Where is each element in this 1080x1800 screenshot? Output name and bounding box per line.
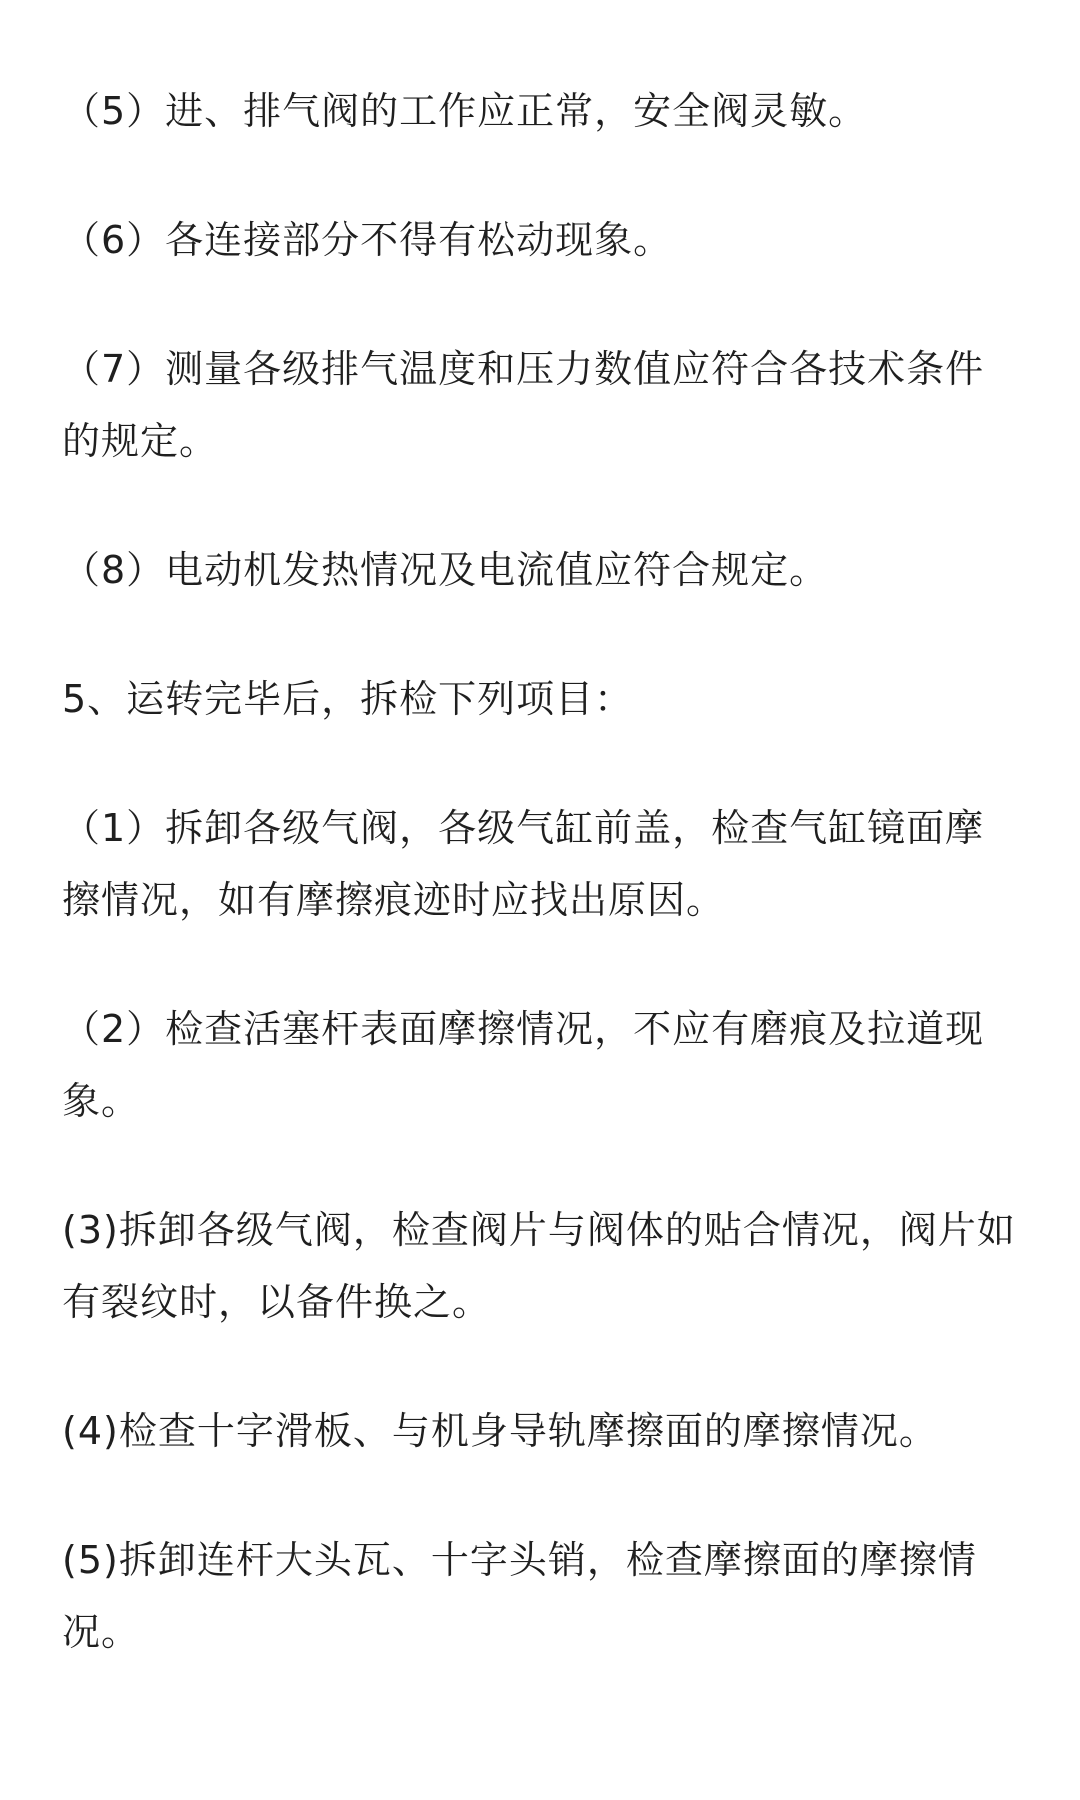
section-heading-inspection: 5、运转完毕后，拆检下列项目： bbox=[62, 677, 634, 721]
paragraph-inspect-1-cylinder: （1）拆卸各级气阀，各级气缸前盖，检查气缸镜面摩擦情况，如有摩擦痕迹时应找出原因。 bbox=[62, 806, 985, 922]
paragraph-item-7-temperature-pressure: （7）测量各级排气温度和压力数值应符合各技术条件的规定。 bbox=[62, 347, 985, 463]
paragraph-item-5-valves: （5）进、排气阀的工作应正常，安全阀灵敏。 bbox=[62, 89, 868, 133]
paragraph-inspect-5-connecting-rod: (5)拆卸连杆大头瓦、十字头销，检查摩擦面的摩擦情况。 bbox=[62, 1538, 977, 1654]
paragraph-inspect-2-piston-rod: （2）检查活塞杆表面摩擦情况，不应有磨痕及拉道现象。 bbox=[62, 1007, 985, 1123]
paragraph-item-8-motor: （8）电动机发热情况及电流值应符合规定。 bbox=[62, 548, 829, 592]
paragraph-inspect-3-valve-plates: (3)拆卸各级气阀，检查阀片与阀体的贴合情况，阀片如有裂纹时，以备件换之。 bbox=[62, 1208, 1016, 1324]
paragraph-inspect-4-crosshead: (4)检查十字滑板、与机身导轨摩擦面的摩擦情况。 bbox=[62, 1409, 938, 1453]
paragraph-item-6-connections: （6）各连接部分不得有松动现象。 bbox=[62, 218, 673, 262]
